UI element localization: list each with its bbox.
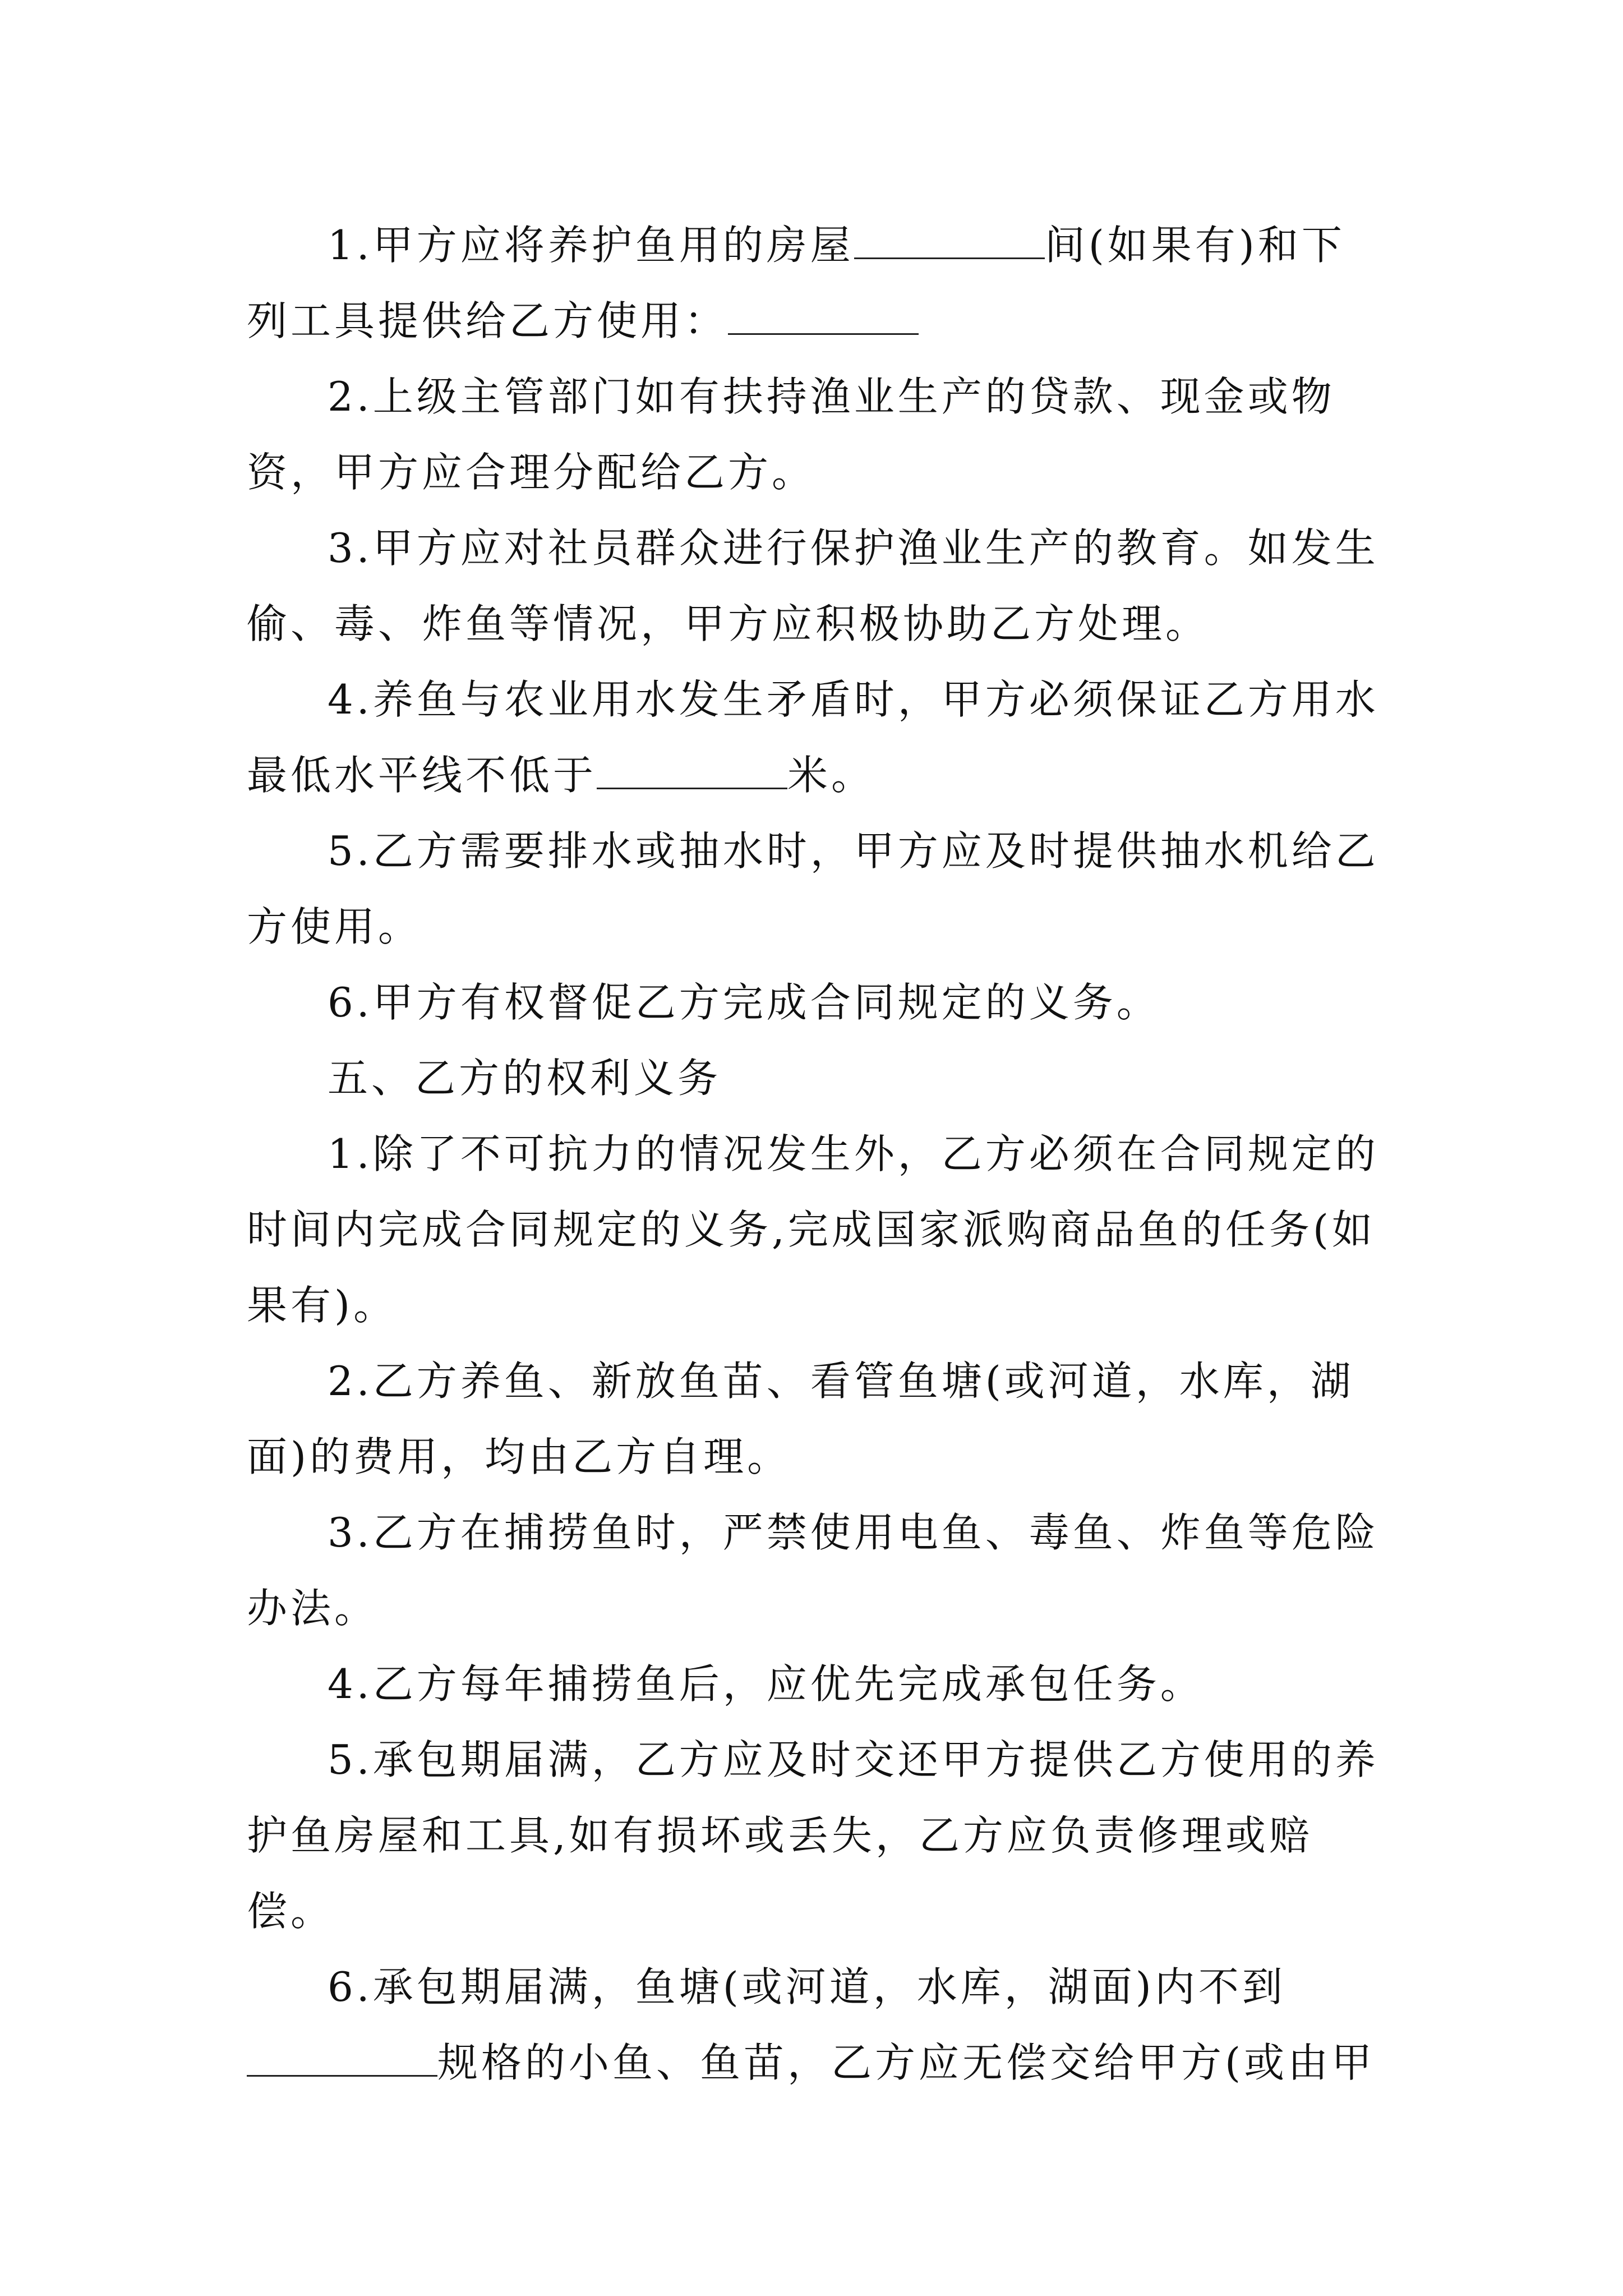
document-body: [247, 208, 1380, 2101]
fill-in-blank: [728, 300, 919, 335]
paragraph-text: 1.甲方应将养护鱼用的房屋: [328, 222, 854, 269]
paragraph-4: [247, 662, 1380, 813]
fill-in-blank: [247, 2041, 437, 2077]
paragraph-b3: 3.乙方在捕捞鱼时，严禁使用电鱼、毒鱼、炸鱼等危险办法。: [247, 1509, 1379, 1632]
paragraph-b4: 4.乙方每年捕捞鱼后，应优先完成承包任务。: [328, 1660, 1204, 1708]
paragraph-1: [247, 208, 1380, 359]
paragraph-text: 间(如果有)和下列工具提供给乙方使用：: [247, 222, 1345, 344]
paragraph-text: 米。: [787, 752, 875, 799]
fill-in-blank: [854, 224, 1045, 259]
paragraph-text: 规格的小鱼、鱼苗，乙方应无偿交给甲方(或由甲: [437, 2039, 1376, 2086]
paragraph-6: 6.甲方有权督促乙方完成合同规定的义务。: [328, 979, 1160, 1026]
section-heading: 五、乙方的权利义务: [328, 1055, 722, 1102]
paragraph-5: 5.乙方需要排水或抽水时，甲方应及时提供抽水机给乙方使用。: [247, 827, 1379, 950]
paragraph-3: 3.甲方应对社员群众进行保护渔业生产的教育。如发生偷、毒、炸鱼等情况，甲方应积极协助乙方处理。: [247, 524, 1379, 647]
paragraph-text: 4.养鱼与农业用水发生矛盾时，甲方必须保证乙方用水最低水平线不低于: [247, 676, 1379, 799]
paragraph-2: 2.上级主管部门如有扶持渔业生产的贷款、现金或物资，甲方应合理分配给乙方。: [247, 373, 1335, 496]
fill-in-blank: [597, 754, 787, 789]
paragraph-text: 6.承包期届满，鱼塘(或河道，水库，湖面)内不到: [328, 1963, 1286, 2010]
paragraph-b2: 2.乙方养鱼、新放鱼苗、看管鱼塘(或河道，水库，湖面)的费用，均由乙方自理。: [247, 1358, 1354, 1480]
paragraph-b1: 1.除了不可抗力的情况发生外，乙方必须在合同规定的时间内完成合同规定的义务,完成国家派购商品鱼的任务(如果有)。: [247, 1130, 1379, 1329]
paragraph-b5: 5.承包期届满，乙方应及时交还甲方提供乙方使用的养护鱼房屋和工具,如有损坏或丢失，乙方应负责修理或赔偿。: [247, 1736, 1379, 1935]
paragraph-b6: [247, 1949, 1380, 2101]
